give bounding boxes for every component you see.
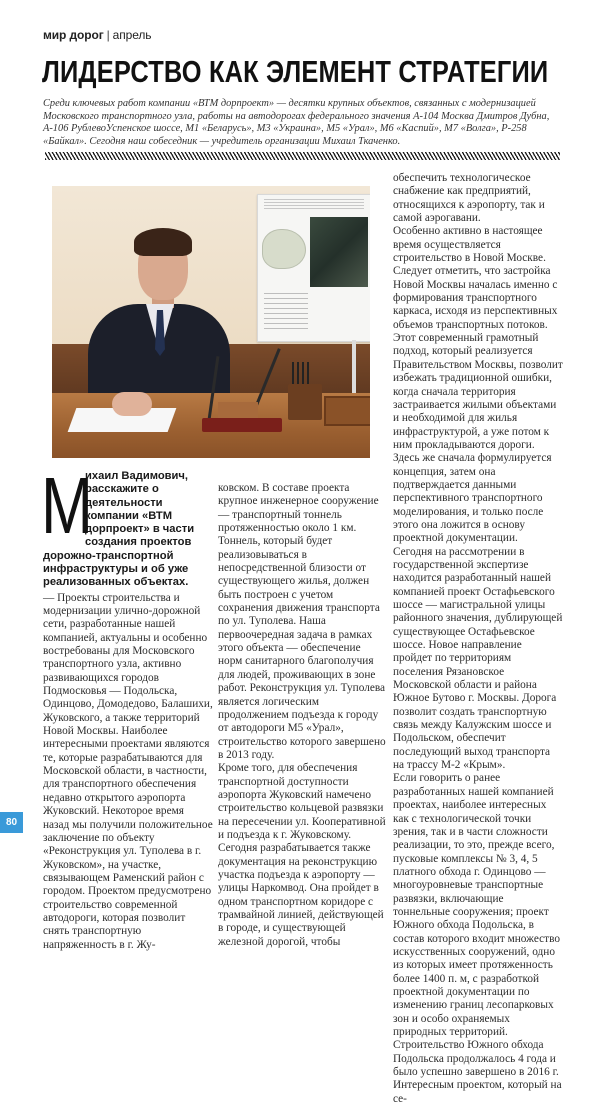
paragraph: Кроме того, для обеспечения транспортной доступности аэропорта Жуковский намечено строительство кольцевой развязки на пересечении ул. Кооперативной и подъезда к г. Жуковскому. <box>218 762 386 841</box>
poster-aerial-image <box>310 217 368 287</box>
drop-cap: М <box>41 461 93 550</box>
paragraph: Сегодня разрабатывается также документация на реконструкцию участка подъезда к аэропорту — улицы Наркомвод. Она пройдет в одном транспортном коридоре с трамвайной линией, действующей в городе, и существующей железной дорогой, чтобы <box>218 842 384 948</box>
desk-pencil-cup <box>288 384 322 420</box>
paragraph: Сегодня на рассмотрении в государственной экспертизе находится разработанный нашей компанией проект Остафьевского шоссе — магистральной улицы районного значения, дублирующей существующее Остафьевское шоссе. Новое направление пройдет по территориям поселения Рязановское Московской области и района Южное Бутово г. Москвы. Дорога позволит создать транспортную связь между Калужским шоссе и Подольском, обеспечит последующий выход транспорта на трассу М-2 «Крым». <box>393 545 563 772</box>
poster-map-outline <box>262 229 306 269</box>
photo-wall-poster <box>257 194 370 342</box>
desk-pencils <box>292 362 312 386</box>
desk-tray <box>324 396 370 426</box>
person-hair <box>134 228 192 256</box>
paragraph: ковском. В составе проекта крупное инженерное сооружение — транспортный тоннель протяженностью около 1 км. Тоннель, который будет реализовываться в непосредственной близости от существующего жилья, должен быть построен с учетом сохранения движения транспорта по ул. Туполева. Наша первоочередная задача в рамках этого объекта — обеспечение норм санитарного благополучия для людей, проживающих в зоне работ. Реконструкция ул. Туполева является логическим продолжением подъезда к городу от автодороги М5 «Урал», строительство которого завершено в 2013 году. <box>218 482 386 761</box>
page-header <box>43 28 151 42</box>
paragraph: Особенно активно в настоящее время осуществляется строительство в Новой Москве. Следует отметить, что застройка Новой Москвы началась именно с формирования транспортного каркаса, исходя из перспективных объемов транспортных потоков. Этот современный грамотный подход, который реализуется Правительством Москвы, позволит избежать традиционной ошибки, когда сначала территория застраивается жилыми объектами и необходимой для жилья инфраструктурой, а уже потом к ним прокладываются дороги. Здесь же сначала формулируется концепция, затем она подтверждается данными перспективного транспортного моделирования, и только после этого она ложится в основу проектной документации. <box>393 225 563 545</box>
magazine-name: мир дорог <box>43 28 104 42</box>
interview-photo <box>52 186 370 458</box>
paragraph: — Проекты строительства и модернизации улично-дорожной сети, разработанные нашей компанией, актуальны и особенно востребованы для Московского транспортного узла, активно развивающихся городов Подмосковья — Подольска, Одинцово, Домодедово, Балашихи, Жуковского, а также территорий Новой Москвы. Наиболее интересными проектами являются те, которые разрабатываются для Московской области, в частности, для транспортного обеспечения недавно открытого аэропорта Жуковский. Некоторое время назад мы получили положительное заключение по объекту «Реконструкция ул. Туполева в г. Жуковском», на участке, связывающем Раменский район с городом. Проектом предусмотрено строительство современной автодороги, которая позволит снять транспортную напряженность в г. Жу- <box>43 591 213 951</box>
question-text: ихаил Вадимович, расскажите о деятельности компании «ВТМ дорпроект» в части создания проектов дорожно-транспортной инфраструктуры и об уже реализованных объектах. <box>43 470 195 589</box>
person-hand <box>112 392 152 416</box>
paragraph: Если говорить о ранее разработанных нашей компанией проектах, наиболее интересных как с технологической точки зрения, так и в части сложности реализации, то это, прежде всего, пусковые комплексы № 3, 4, 5 платного обхода г. Одинцово — многоуровневые транспортные развязки, включающие тоннельные сооружения; проект Южного обхода Подольска, в состав которого входит множество искусственных сооружений, одно из которых имеет протяженность более 1400 п. м, с разработкой проектной документации по изменению границ лесопарковых зон и особо охраняемых природных территорий. Строительство Южного обхода Подольска продолжалось 4 года и было успешно завершено в 2016 г. <box>393 772 560 1079</box>
issue-month: апрель <box>112 28 152 42</box>
paragraph: обеспечить технологическое снабжение как предприятий, относящихся к аэропорту, так и самой аэрогавани. <box>393 172 545 225</box>
text-column-3 <box>393 172 563 1106</box>
decorative-stripe-divider <box>45 152 560 160</box>
paragraph: Интересным проектом, который на се- <box>393 1079 562 1105</box>
poster-header-lines <box>264 199 364 209</box>
interview-question <box>41 461 213 590</box>
page-number-badge: 80 <box>0 812 23 833</box>
header-separator: | <box>106 28 110 42</box>
article-lead: Среди ключевых работ компании «ВТМ дорпроект» — десятки крупных объектов, связанных с модернизацией Московского транспортного узла, работы на автодорогах федерального значения А-104 Москва Дмитров Дубна, А-106 РублевоУспенское шоссе, М1 «Беларусь», М3 «Украина», М5 «Урал», М6 «Каспий», М7 «Волга», Р-258 «Байкал». Сегодня наш собеседник — учредитель организации Михаил Ткаченко. <box>43 98 550 147</box>
desk-pen-stand <box>202 418 282 432</box>
text-column-1 <box>41 461 213 952</box>
poster-table-lines <box>264 293 308 333</box>
poster-stand <box>352 340 356 400</box>
article-title: ЛИДЕРСТВО КАК ЭЛЕМЕНТ СТРАТЕГИИ <box>42 54 549 89</box>
text-column-2 <box>218 482 386 949</box>
